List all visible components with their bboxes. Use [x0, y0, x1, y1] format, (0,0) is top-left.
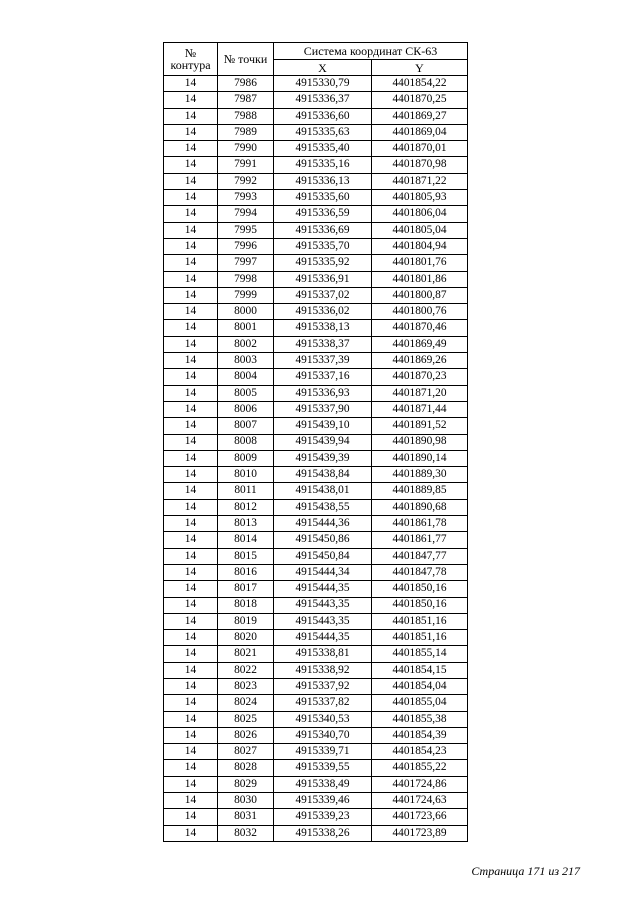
table-row — [164, 793, 468, 809]
cell-contour: 14 — [164, 222, 218, 238]
cell-y: 4401800,76 — [372, 304, 468, 320]
page-number: Страница 171 из 217 — [471, 864, 580, 878]
table-row — [164, 809, 468, 825]
cell-x: 4915444,34 — [274, 564, 372, 580]
cell-contour: 14 — [164, 92, 218, 108]
cell-y: 4401869,27 — [372, 108, 468, 124]
cell-point: 8013 — [218, 516, 274, 532]
cell-contour: 14 — [164, 499, 218, 515]
cell-x: 4915443,35 — [274, 613, 372, 629]
cell-point: 7991 — [218, 157, 274, 173]
cell-point: 8025 — [218, 711, 274, 727]
cell-point: 7989 — [218, 124, 274, 140]
cell-y: 4401855,14 — [372, 646, 468, 662]
table-row — [164, 597, 468, 613]
cell-y: 4401869,49 — [372, 336, 468, 352]
cell-x: 4915444,35 — [274, 581, 372, 597]
table-row — [164, 173, 468, 189]
cell-x: 4915336,60 — [274, 108, 372, 124]
cell-point: 8015 — [218, 548, 274, 564]
table-row — [164, 695, 468, 711]
cell-point: 7987 — [218, 92, 274, 108]
cell-y: 4401890,98 — [372, 434, 468, 450]
cell-x: 4915337,02 — [274, 287, 372, 303]
cell-point: 7996 — [218, 238, 274, 254]
cell-x: 4915330,79 — [274, 76, 372, 92]
cell-x: 4915439,10 — [274, 418, 372, 434]
table-row — [164, 255, 468, 271]
cell-contour: 14 — [164, 727, 218, 743]
cell-point: 8029 — [218, 776, 274, 792]
table-row — [164, 287, 468, 303]
cell-contour: 14 — [164, 320, 218, 336]
cell-y: 4401723,66 — [372, 809, 468, 825]
cell-point: 8003 — [218, 353, 274, 369]
table-header — [164, 43, 468, 76]
table-row — [164, 92, 468, 108]
cell-point: 8024 — [218, 695, 274, 711]
cell-x: 4915336,69 — [274, 222, 372, 238]
cell-x: 4915336,37 — [274, 92, 372, 108]
cell-point: 8016 — [218, 564, 274, 580]
cell-y: 4401891,52 — [372, 418, 468, 434]
cell-x: 4915340,70 — [274, 727, 372, 743]
cell-point: 7990 — [218, 141, 274, 157]
cell-point: 8006 — [218, 401, 274, 417]
cell-contour: 14 — [164, 597, 218, 613]
cell-contour: 14 — [164, 238, 218, 254]
cell-point: 8005 — [218, 385, 274, 401]
table-row — [164, 744, 468, 760]
cell-y: 4401869,26 — [372, 353, 468, 369]
cell-point: 7986 — [218, 76, 274, 92]
table-row — [164, 238, 468, 254]
table-body — [164, 76, 468, 842]
cell-x: 4915337,16 — [274, 369, 372, 385]
table-row — [164, 124, 468, 140]
cell-x: 4915339,55 — [274, 760, 372, 776]
cell-y: 4401801,76 — [372, 255, 468, 271]
cell-y: 4401800,87 — [372, 287, 468, 303]
cell-x: 4915438,55 — [274, 499, 372, 515]
cell-x: 4915335,40 — [274, 141, 372, 157]
cell-contour: 14 — [164, 141, 218, 157]
cell-x: 4915336,13 — [274, 173, 372, 189]
cell-y: 4401851,16 — [372, 630, 468, 646]
cell-contour: 14 — [164, 108, 218, 124]
table-row — [164, 564, 468, 580]
cell-contour: 14 — [164, 662, 218, 678]
cell-point: 8000 — [218, 304, 274, 320]
table-row — [164, 369, 468, 385]
table-row — [164, 76, 468, 92]
cell-y: 4401871,20 — [372, 385, 468, 401]
cell-x: 4915337,90 — [274, 401, 372, 417]
cell-y: 4401854,04 — [372, 678, 468, 694]
table-row — [164, 678, 468, 694]
cell-contour: 14 — [164, 695, 218, 711]
table-row — [164, 434, 468, 450]
cell-contour: 14 — [164, 630, 218, 646]
cell-y: 4401804,94 — [372, 238, 468, 254]
cell-point: 8020 — [218, 630, 274, 646]
cell-point: 8002 — [218, 336, 274, 352]
cell-y: 4401805,04 — [372, 222, 468, 238]
cell-y: 4401855,04 — [372, 695, 468, 711]
cell-point: 8011 — [218, 483, 274, 499]
cell-point: 8030 — [218, 793, 274, 809]
cell-contour: 14 — [164, 206, 218, 222]
cell-contour: 14 — [164, 646, 218, 662]
cell-y: 4401861,77 — [372, 532, 468, 548]
cell-point: 8012 — [218, 499, 274, 515]
cell-contour: 14 — [164, 516, 218, 532]
cell-y: 4401805,93 — [372, 190, 468, 206]
table-row — [164, 353, 468, 369]
cell-point: 8009 — [218, 450, 274, 466]
table-row — [164, 304, 468, 320]
table-row — [164, 271, 468, 287]
cell-x: 4915335,60 — [274, 190, 372, 206]
cell-x: 4915336,59 — [274, 206, 372, 222]
cell-y: 4401854,39 — [372, 727, 468, 743]
cell-contour: 14 — [164, 532, 218, 548]
cell-y: 4401855,22 — [372, 760, 468, 776]
cell-point: 7988 — [218, 108, 274, 124]
cell-point: 8032 — [218, 825, 274, 841]
cell-contour: 14 — [164, 190, 218, 206]
cell-contour: 14 — [164, 434, 218, 450]
table-row — [164, 630, 468, 646]
cell-y: 4401870,01 — [372, 141, 468, 157]
table-row — [164, 483, 468, 499]
table-row — [164, 581, 468, 597]
cell-x: 4915444,36 — [274, 516, 372, 532]
cell-point: 8010 — [218, 467, 274, 483]
cell-y: 4401870,23 — [372, 369, 468, 385]
cell-x: 4915439,94 — [274, 434, 372, 450]
cell-point: 7994 — [218, 206, 274, 222]
cell-contour: 14 — [164, 760, 218, 776]
cell-contour: 14 — [164, 287, 218, 303]
cell-point: 8031 — [218, 809, 274, 825]
table-row — [164, 385, 468, 401]
cell-y: 4401890,14 — [372, 450, 468, 466]
cell-x: 4915336,91 — [274, 271, 372, 287]
cell-contour: 14 — [164, 809, 218, 825]
cell-x: 4915439,39 — [274, 450, 372, 466]
coordinates-table — [163, 42, 468, 842]
cell-y: 4401851,16 — [372, 613, 468, 629]
cell-x: 4915338,49 — [274, 776, 372, 792]
table-row — [164, 776, 468, 792]
cell-point: 7999 — [218, 287, 274, 303]
cell-contour: 14 — [164, 385, 218, 401]
cell-x: 4915438,01 — [274, 483, 372, 499]
table-row — [164, 760, 468, 776]
cell-point: 7993 — [218, 190, 274, 206]
cell-contour: 14 — [164, 483, 218, 499]
cell-contour: 14 — [164, 744, 218, 760]
table-row — [164, 108, 468, 124]
cell-contour: 14 — [164, 271, 218, 287]
cell-x: 4915337,92 — [274, 678, 372, 694]
cell-contour: 14 — [164, 157, 218, 173]
table-row — [164, 548, 468, 564]
cell-y: 4401871,22 — [372, 173, 468, 189]
cell-x: 4915339,71 — [274, 744, 372, 760]
cell-point: 8027 — [218, 744, 274, 760]
cell-point: 8001 — [218, 320, 274, 336]
table-row — [164, 206, 468, 222]
cell-x: 4915335,16 — [274, 157, 372, 173]
cell-point: 7995 — [218, 222, 274, 238]
cell-contour: 14 — [164, 678, 218, 694]
cell-point: 8026 — [218, 727, 274, 743]
cell-contour: 14 — [164, 450, 218, 466]
cell-x: 4915336,93 — [274, 385, 372, 401]
cell-contour: 14 — [164, 353, 218, 369]
cell-contour: 14 — [164, 776, 218, 792]
cell-y: 4401889,30 — [372, 467, 468, 483]
table-row — [164, 516, 468, 532]
cell-contour: 14 — [164, 76, 218, 92]
cell-point: 8021 — [218, 646, 274, 662]
cell-x: 4915340,53 — [274, 711, 372, 727]
cell-x: 4915335,92 — [274, 255, 372, 271]
cell-x: 4915336,02 — [274, 304, 372, 320]
cell-y: 4401854,22 — [372, 76, 468, 92]
cell-y: 4401850,16 — [372, 597, 468, 613]
header-coordinate-system: Система координат СК-63 — [274, 43, 468, 60]
cell-point: 8017 — [218, 581, 274, 597]
cell-y: 4401850,16 — [372, 581, 468, 597]
table-row — [164, 222, 468, 238]
table-row — [164, 613, 468, 629]
table-row — [164, 711, 468, 727]
cell-point: 7992 — [218, 173, 274, 189]
header-point: № точки — [218, 43, 274, 76]
table-row — [164, 141, 468, 157]
cell-y: 4401724,86 — [372, 776, 468, 792]
cell-y: 4401871,44 — [372, 401, 468, 417]
cell-contour: 14 — [164, 711, 218, 727]
cell-contour: 14 — [164, 564, 218, 580]
table-row — [164, 532, 468, 548]
cell-y: 4401869,04 — [372, 124, 468, 140]
cell-point: 8014 — [218, 532, 274, 548]
cell-point: 7998 — [218, 271, 274, 287]
cell-point: 7997 — [218, 255, 274, 271]
cell-x: 4915450,84 — [274, 548, 372, 564]
cell-x: 4915443,35 — [274, 597, 372, 613]
cell-x: 4915338,81 — [274, 646, 372, 662]
cell-x: 4915444,35 — [274, 630, 372, 646]
cell-contour: 14 — [164, 581, 218, 597]
cell-x: 4915338,13 — [274, 320, 372, 336]
cell-x: 4915339,23 — [274, 809, 372, 825]
table-row — [164, 499, 468, 515]
header-y: Y — [372, 60, 468, 76]
table-row — [164, 190, 468, 206]
cell-contour: 14 — [164, 825, 218, 841]
cell-y: 4401861,78 — [372, 516, 468, 532]
cell-y: 4401723,89 — [372, 825, 468, 841]
cell-x: 4915335,70 — [274, 238, 372, 254]
cell-x: 4915450,86 — [274, 532, 372, 548]
table-row — [164, 320, 468, 336]
cell-x: 4915338,92 — [274, 662, 372, 678]
cell-contour: 14 — [164, 548, 218, 564]
cell-contour: 14 — [164, 418, 218, 434]
cell-y: 4401801,86 — [372, 271, 468, 287]
table-row — [164, 418, 468, 434]
table-row — [164, 450, 468, 466]
cell-contour: 14 — [164, 401, 218, 417]
cell-y: 4401870,98 — [372, 157, 468, 173]
cell-point: 8018 — [218, 597, 274, 613]
cell-y: 4401854,15 — [372, 662, 468, 678]
cell-y: 4401806,04 — [372, 206, 468, 222]
cell-x: 4915438,84 — [274, 467, 372, 483]
cell-x: 4915337,39 — [274, 353, 372, 369]
cell-point: 8008 — [218, 434, 274, 450]
cell-y: 4401724,63 — [372, 793, 468, 809]
cell-contour: 14 — [164, 467, 218, 483]
cell-x: 4915338,37 — [274, 336, 372, 352]
cell-contour: 14 — [164, 173, 218, 189]
table-row — [164, 825, 468, 841]
table-row — [164, 662, 468, 678]
table-row — [164, 336, 468, 352]
cell-y: 4401847,78 — [372, 564, 468, 580]
cell-y: 4401855,38 — [372, 711, 468, 727]
cell-x: 4915338,26 — [274, 825, 372, 841]
cell-contour: 14 — [164, 613, 218, 629]
cell-y: 4401890,68 — [372, 499, 468, 515]
table-row — [164, 157, 468, 173]
cell-y: 4401889,85 — [372, 483, 468, 499]
cell-contour: 14 — [164, 793, 218, 809]
cell-contour: 14 — [164, 336, 218, 352]
cell-y: 4401870,46 — [372, 320, 468, 336]
cell-contour: 14 — [164, 369, 218, 385]
table-row — [164, 727, 468, 743]
cell-point: 8023 — [218, 678, 274, 694]
cell-contour: 14 — [164, 304, 218, 320]
table-row — [164, 646, 468, 662]
cell-point: 8028 — [218, 760, 274, 776]
cell-point: 8004 — [218, 369, 274, 385]
cell-point: 8007 — [218, 418, 274, 434]
cell-x: 4915335,63 — [274, 124, 372, 140]
cell-point: 8022 — [218, 662, 274, 678]
cell-y: 4401847,77 — [372, 548, 468, 564]
cell-point: 8019 — [218, 613, 274, 629]
cell-y: 4401854,23 — [372, 744, 468, 760]
table-row — [164, 401, 468, 417]
cell-x: 4915339,46 — [274, 793, 372, 809]
cell-y: 4401870,25 — [372, 92, 468, 108]
header-contour: № контура — [164, 43, 218, 76]
table-row — [164, 467, 468, 483]
cell-contour: 14 — [164, 124, 218, 140]
cell-x: 4915337,82 — [274, 695, 372, 711]
cell-contour: 14 — [164, 255, 218, 271]
header-x: X — [274, 60, 372, 76]
